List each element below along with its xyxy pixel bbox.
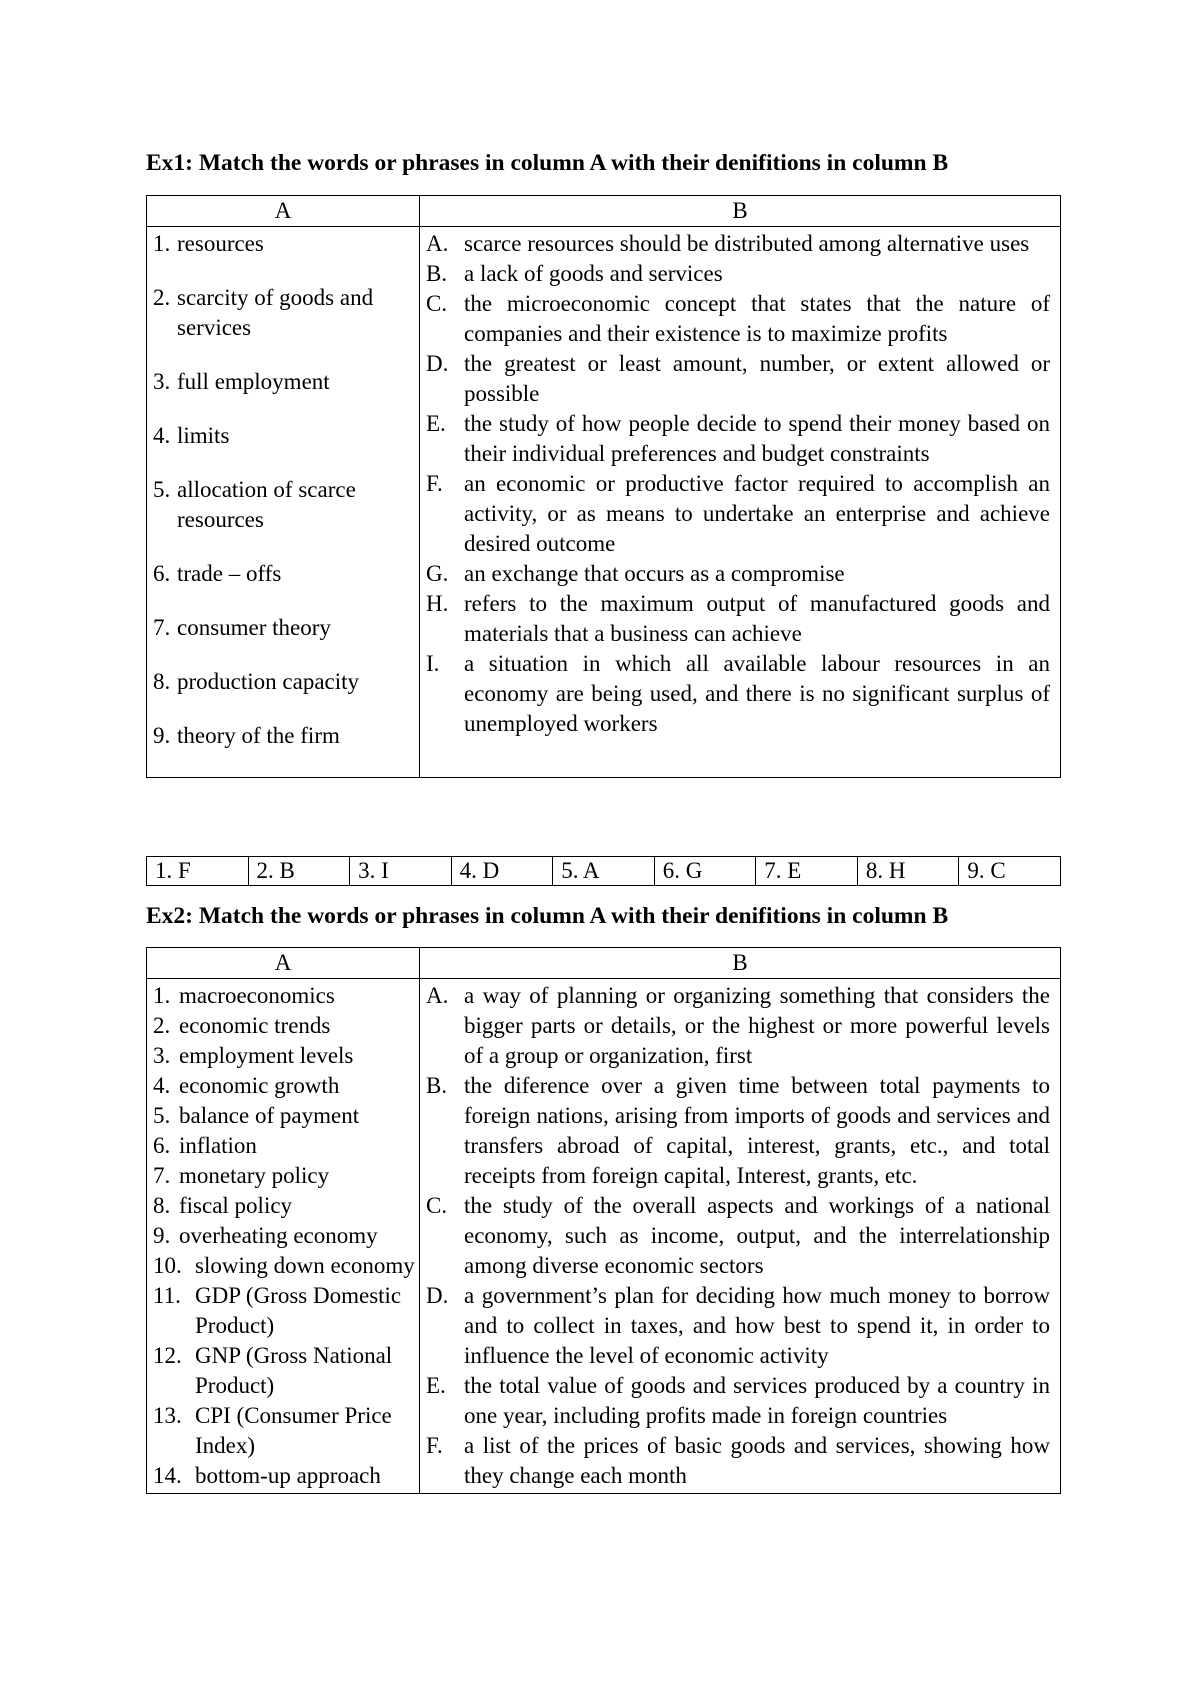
list-item xyxy=(426,649,1050,739)
item-number: 8. xyxy=(153,669,171,694)
item-term: economic growth xyxy=(179,1073,340,1098)
list-item xyxy=(153,1401,415,1461)
column-b-cell xyxy=(420,979,1061,1494)
item-definition: the total value of goods and services produced by a country in one year, including profits made in foreign countries xyxy=(464,1373,1050,1428)
item-letter: G. xyxy=(426,561,449,586)
item-term: balance of payment xyxy=(179,1103,360,1128)
item-number: 14. xyxy=(153,1463,182,1488)
list-item xyxy=(153,1341,415,1401)
item-number: 2. xyxy=(153,285,171,310)
list-item xyxy=(153,1251,415,1281)
item-term: fiscal policy xyxy=(179,1193,293,1218)
item-term: GDP (Gross Domestic Product) xyxy=(195,1283,402,1338)
list-item xyxy=(426,1371,1050,1431)
item-letter: C. xyxy=(426,1193,448,1218)
exercise-1-title: Ex1: Match the words or phrases in column A with their denifitions in column B xyxy=(146,150,949,176)
exercise-1-table xyxy=(146,195,1061,778)
item-number: 1. xyxy=(153,983,171,1008)
list-item xyxy=(153,613,415,643)
list-item xyxy=(426,229,1050,259)
list-item xyxy=(153,721,415,751)
item-letter: E. xyxy=(426,411,446,436)
item-number: 11. xyxy=(153,1283,181,1308)
answer-cell: 2. B xyxy=(248,857,350,886)
list-item xyxy=(426,469,1050,559)
item-definition: a situation in which all available labour resources in an economy are being used, and there is no significant surplus of unemployed workers xyxy=(464,651,1050,736)
item-definition: a government’s plan for deciding how much money to borrow and to collect in taxes, and how best to spend it, in order to influence the level of economic activity xyxy=(464,1283,1050,1368)
item-number: 1. xyxy=(153,231,171,256)
list-item xyxy=(426,1071,1050,1191)
list-item xyxy=(153,1131,415,1161)
column-a-header: A xyxy=(147,948,420,979)
list-item xyxy=(153,1161,415,1191)
item-term: overheating economy xyxy=(179,1223,378,1248)
item-letter: C. xyxy=(426,291,448,316)
item-term: GNP (Gross National Product) xyxy=(195,1343,393,1398)
item-definition: scarce resources should be distributed among alternative uses xyxy=(464,231,1030,256)
item-definition: an economic or productive factor required to accomplish an activity, or as means to undertake an enterprise and achieve desired outcome xyxy=(464,471,1050,556)
item-term: full employment xyxy=(177,369,330,394)
item-term: slowing down economy xyxy=(195,1253,415,1278)
list-item xyxy=(153,1041,415,1071)
list-item xyxy=(426,1281,1050,1371)
table-header-row xyxy=(147,196,1061,227)
answer-row xyxy=(147,857,1061,886)
item-number: 3. xyxy=(153,1043,171,1068)
item-definition: the diference over a given time between total payments to foreign nations, arising from imports of goods and services and transfers abroad of capital, interest, grants, etc., and total receipts from foreign capital, Interest, grants, etc. xyxy=(464,1073,1050,1188)
item-number: 2. xyxy=(153,1013,171,1038)
item-definition: the study of the overall aspects and workings of a national economy, such as income, output, and the interrelationship among diverse economic sectors xyxy=(464,1193,1050,1278)
list-item xyxy=(153,283,415,343)
column-a-list xyxy=(147,979,419,1493)
list-item xyxy=(426,289,1050,349)
item-term: CPI (Consumer Price Index) xyxy=(195,1403,392,1458)
list-item xyxy=(153,981,415,1011)
column-a-cell xyxy=(147,979,420,1494)
answer-cell: 1. F xyxy=(147,857,249,886)
item-number: 13. xyxy=(153,1403,182,1428)
item-letter: B. xyxy=(426,1073,448,1098)
column-b-list xyxy=(420,979,1060,1493)
list-item xyxy=(153,367,415,397)
item-letter: E. xyxy=(426,1373,446,1398)
column-a-cell xyxy=(147,227,420,778)
item-term: theory of the firm xyxy=(177,723,340,748)
list-item xyxy=(153,229,415,259)
item-number: 5. xyxy=(153,1103,171,1128)
exercise-2-title: Ex2: Match the words or phrases in column A with their denifitions in column B xyxy=(146,903,949,929)
table-header-row xyxy=(147,948,1061,979)
item-number: 8. xyxy=(153,1193,171,1218)
item-term: trade – offs xyxy=(177,561,282,586)
list-item xyxy=(153,475,415,535)
list-item xyxy=(426,1431,1050,1491)
item-number: 4. xyxy=(153,423,171,448)
item-number: 9. xyxy=(153,723,171,748)
item-letter: D. xyxy=(426,351,449,376)
item-letter: A. xyxy=(426,983,449,1008)
item-term: economic trends xyxy=(179,1013,331,1038)
item-definition: the study of how people decide to spend their money based on their individual preferences and budget constraints xyxy=(464,411,1050,466)
item-number: 10. xyxy=(153,1253,182,1278)
list-item xyxy=(426,981,1050,1071)
item-definition: a lack of goods and services xyxy=(464,261,723,286)
item-number: 7. xyxy=(153,615,171,640)
column-b-cell xyxy=(420,227,1061,778)
item-term: employment levels xyxy=(179,1043,354,1068)
item-letter: F. xyxy=(426,1433,443,1458)
list-item xyxy=(426,589,1050,649)
list-item xyxy=(426,349,1050,409)
item-term: macroeconomics xyxy=(179,983,335,1008)
column-b-header: B xyxy=(420,948,1061,979)
item-term: resources xyxy=(177,231,264,256)
item-number: 9. xyxy=(153,1223,171,1248)
item-number: 5. xyxy=(153,477,171,502)
list-item xyxy=(153,1221,415,1251)
item-number: 3. xyxy=(153,369,171,394)
item-number: 7. xyxy=(153,1163,171,1188)
list-item xyxy=(153,1191,415,1221)
item-number: 6. xyxy=(153,561,171,586)
item-definition: refers to the maximum output of manufactured goods and materials that a business can achieve xyxy=(464,591,1050,646)
item-letter: B. xyxy=(426,261,448,286)
answer-cell: 4. D xyxy=(451,857,553,886)
list-item xyxy=(153,1011,415,1041)
list-item xyxy=(426,559,1050,589)
item-definition: an exchange that occurs as a compromise xyxy=(464,561,845,586)
item-definition: the microeconomic concept that states that the nature of companies and their existence is to maximize profits xyxy=(464,291,1050,346)
list-item xyxy=(153,559,415,589)
answer-cell: 9. C xyxy=(959,857,1061,886)
answer-cell: 7. E xyxy=(756,857,858,886)
item-letter: H. xyxy=(426,591,449,616)
item-letter: D. xyxy=(426,1283,449,1308)
list-item xyxy=(426,409,1050,469)
item-term: scarcity of goods and services xyxy=(177,285,374,340)
list-item xyxy=(426,1191,1050,1281)
exercise-1-answer-key xyxy=(146,856,1061,886)
item-letter: F. xyxy=(426,471,443,496)
item-definition: a list of the prices of basic goods and services, showing how they change each month xyxy=(464,1433,1050,1488)
exercise-2-table xyxy=(146,947,1061,1494)
item-term: consumer theory xyxy=(177,615,331,640)
item-number: 6. xyxy=(153,1133,171,1158)
column-a-header: A xyxy=(147,196,420,227)
list-item xyxy=(153,421,415,451)
item-term: inflation xyxy=(179,1133,257,1158)
item-definition: the greatest or least amount, number, or extent allowed or possible xyxy=(464,351,1050,406)
item-term: bottom-up approach xyxy=(195,1463,381,1488)
item-letter: A. xyxy=(426,231,449,256)
item-term: production capacity xyxy=(177,669,360,694)
item-definition: a way of planning or organizing something that considers the bigger parts or details, or the highest or more powerful levels of a group or organization, first xyxy=(464,983,1050,1068)
list-item xyxy=(153,667,415,697)
list-item xyxy=(153,1461,415,1491)
item-letter: I. xyxy=(426,651,440,676)
column-b-list xyxy=(420,227,1060,741)
table-row xyxy=(147,979,1061,1494)
list-item xyxy=(153,1101,415,1131)
table-row xyxy=(147,227,1061,778)
item-number: 12. xyxy=(153,1343,182,1368)
item-term: allocation of scarce resources xyxy=(177,477,356,532)
item-term: monetary policy xyxy=(179,1163,330,1188)
item-term: limits xyxy=(177,423,230,448)
list-item xyxy=(153,1281,415,1341)
answer-cell: 3. I xyxy=(350,857,452,886)
answer-cell: 8. H xyxy=(857,857,959,886)
answer-cell: 6. G xyxy=(654,857,756,886)
column-b-header: B xyxy=(420,196,1061,227)
list-item xyxy=(426,259,1050,289)
item-number: 4. xyxy=(153,1073,171,1098)
column-a-list xyxy=(147,227,419,777)
answer-cell: 5. A xyxy=(553,857,655,886)
list-item xyxy=(153,1071,415,1101)
